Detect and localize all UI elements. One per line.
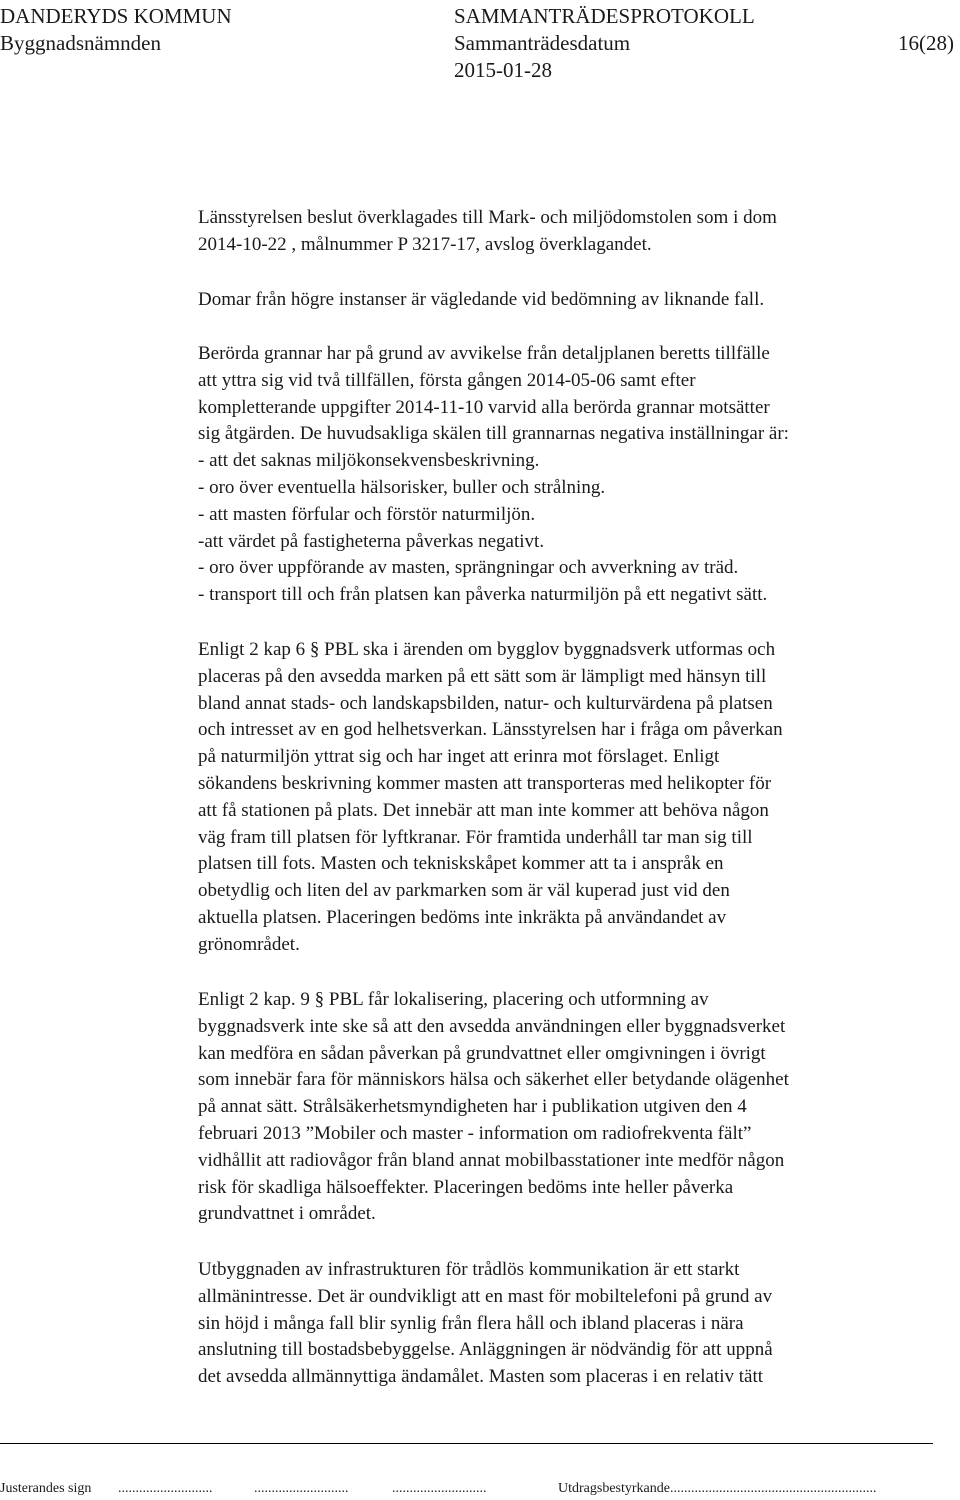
- paragraph-pbl-2-6: Enligt 2 kap 6 § PBL ska i ärenden om bygglov byggnadsverk utformas och placeras på den avsedda marken på ett sätt som är lämpligt med hänsyn till bland annat stads- och landskapsbilden, natur- och kulturvärdena på platsen och intresset av en god helhetsverkan. Länsstyrelsen har i fråga om påverkan på naturmiljön yttrat sig och har inget att erinra mot förslaget. Enligt sökandens beskrivning kommer masten att transporteras med helikopter för att få stationen på plats. Det innebär att man inte kommer att behöva någon väg fram till platsen för lyftkranar. För framtida underhåll tar man sig till platsen till fots. Masten och tekniskskåpet kommer att ta i anspråk en obetydlig och liten del av parkmarken som är väl kuperad just vid den aktuella platsen. Placeringen bedöms inte inkräkta på användandet av grönområdet.: [198, 639, 783, 955]
- footer-signature-field: ...........................: [254, 1481, 349, 1496]
- paragraph-pbl-2-9: Enligt 2 kap. 9 § PBL får lokalisering, placering och utformning av byggnadsverk inte ske så att den avsedda användningen eller byggnadsverket kan medföra en sådan påverkan på grundvattnet eller omgivningen i övrigt som innebär fara för människors hälsa och säkerhet eller betydande olägenhet på annat sätt. Strålsäkerhetsmyndigheten har i publikation utgiven den 4 februari 2013 ”Mobiler och master - information om radiofrekventa fält” vidhållit att radiovågor från bland annat mobilbasstationer inte medför någon risk för skadliga hälsoeffekter. Placeringen bedöms inte heller påverka grundvattnet i området.: [198, 989, 789, 1225]
- footer-signature-field: ...........................: [392, 1481, 487, 1496]
- document-type: SAMMANTRÄDESPROTOKOLL: [454, 4, 755, 28]
- paragraph-precedent: Domar från högre instanser är vägledande vid bedömning av liknande fall.: [198, 289, 765, 310]
- footer-divider: [0, 1443, 933, 1444]
- meeting-date: 2015-01-28: [454, 58, 552, 82]
- paragraph-neighbours: Berörda grannar har på grund av avvikelse från detaljplanen beretts tillfälle att yttra sig vid två tillfällen, första gången 2014-05-06 samt efter kompletterande uppgifter 2014-11-10 varvid alla berörda grannar motsätter sig åtgärden. De huvudsakliga skälen till grannarnas negativa inställningar är: - att det saknas miljökonsekvensbeskrivning. - oro över eventuella hälsorisker, buller och strålning. - att masten förfular och förstör naturmiljön. -att värdet på fastigheterna påverkas negativt. - oro över uppförande av masten, sprängningar och avverkning av träd. - transport till och från platsen kan påverka naturmiljön på ett negativt sätt.: [198, 343, 789, 606]
- page-number: 16(28): [898, 31, 954, 55]
- footer-signature-field: ...........................: [118, 1481, 213, 1496]
- department-name: Byggnadsnämnden: [0, 31, 161, 55]
- paragraph-appeal: Länsstyrelsen beslut överklagades till Mark- och miljödomstolen som i dom 2014-10-22 , målnummer P 3217-17, avslog överklagandet.: [198, 207, 777, 255]
- meeting-date-label: Sammanträdesdatum: [454, 31, 631, 55]
- paragraph-infrastructure: Utbyggnaden av infrastrukturen för trådlös kommunikation är ett starkt allmänintresse. Det är oundvikligt att en mast för mobiltelefoni på grund av sin höjd i många fall blir synlig från flera håll och ibland placeras i nära anslutning till bostadsbebyggelse. Anläggningen är nödvändig för att uppnå det avsedda allmännyttiga ändamålet. Masten som placeras i en relativ tätt: [198, 1259, 773, 1388]
- footer-justerande-label: Justerandes sign: [0, 1481, 92, 1496]
- org-name: DANDERYDS KOMMUN: [0, 4, 232, 28]
- footer-utdrag-label: Utdragsbestyrkande...........................................................: [558, 1481, 877, 1496]
